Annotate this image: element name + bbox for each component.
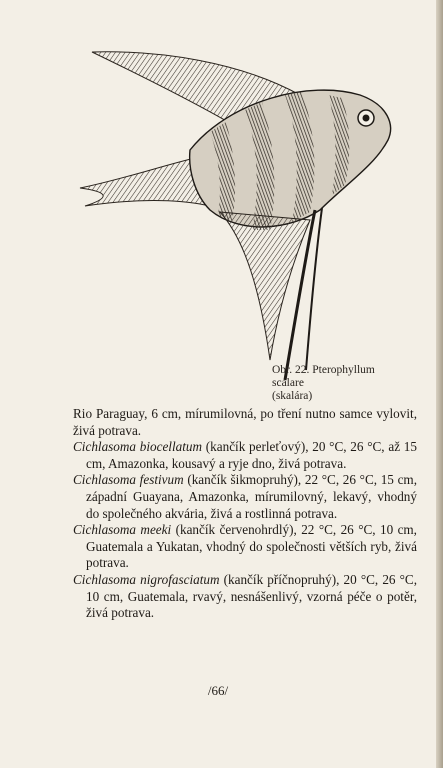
species-description: (kančík perleťový), 20 °C, 26 °C, až 15 cm, Amazonka, kousavý a ryje dno, živá potrava. bbox=[86, 439, 417, 471]
species-description: (kančík šikmopruhý), 22 °C, 26 °C, 15 cm, západní Guayana, Amazonka, mírumilovný, lekavý, vhodný do společného akvária, živá a rostlinná potrava. bbox=[86, 472, 417, 521]
intro-paragraph: Rio Paraguay, 6 cm, mírumilovná, po tření nutno samce vylovit, živá potrava. bbox=[73, 406, 417, 438]
species-entry bbox=[73, 572, 417, 622]
species-name: Cichlasoma meeki bbox=[73, 522, 172, 538]
page-edge bbox=[436, 0, 443, 768]
figure-caption bbox=[272, 364, 422, 403]
caption-line: Obr. 22. Pterophyllum bbox=[272, 364, 375, 376]
species-entry bbox=[73, 472, 417, 522]
species-entry bbox=[73, 522, 417, 572]
caption-line: scalare bbox=[272, 377, 304, 389]
species-description: (kančík příčnopruhý), 20 °C, 26 °C, 10 cm, Guatemala, rvavý, nesnášenlivý, vzorná péče o potěr, živá potrava. bbox=[86, 571, 417, 621]
species-name: Cichlasoma biocellatum bbox=[73, 439, 203, 455]
species-name: Cichlasoma nigrofasciatum bbox=[73, 571, 220, 587]
species-description: (kančík červenohrdlý), 22 °C, 26 °C, 10 cm, Guatemala a Yukatan, vhodný do společnosti větších ryb, živá potrava. bbox=[86, 522, 417, 571]
caption-line: (skalára) bbox=[272, 390, 313, 402]
main-text bbox=[73, 406, 417, 622]
species-name: Cichlasoma festivum bbox=[73, 472, 184, 488]
angelfish-illustration bbox=[70, 40, 400, 390]
page-number: /66/ bbox=[207, 683, 229, 698]
species-entry bbox=[73, 439, 417, 472]
